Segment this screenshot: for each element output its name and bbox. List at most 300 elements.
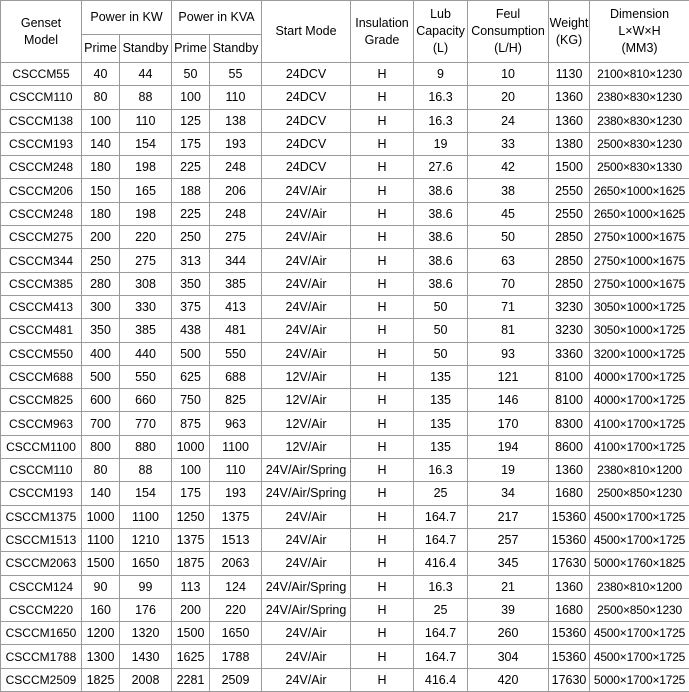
cell-lub-capacity: 38.6: [414, 179, 468, 202]
cell-insulation-grade: H: [351, 249, 414, 272]
cell-kw-prime: 800: [82, 435, 120, 458]
cell-fuel-consumption: 257: [468, 528, 549, 551]
header-start-mode: Start Mode: [262, 1, 351, 63]
cell-lub-capacity: 50: [414, 295, 468, 318]
cell-kw-prime: 200: [82, 226, 120, 249]
cell-fuel-consumption: 70: [468, 272, 549, 295]
cell-insulation-grade: H: [351, 505, 414, 528]
cell-weight: 8600: [549, 435, 590, 458]
cell-start-mode: 24V/Air: [262, 668, 351, 691]
cell-model: CSCCM1650: [1, 622, 82, 645]
cell-kva-standby: 385: [210, 272, 262, 295]
cell-insulation-grade: H: [351, 319, 414, 342]
cell-kva-prime: 500: [172, 342, 210, 365]
cell-kw-standby: 154: [120, 482, 172, 505]
header-power-kva: Power in KVA: [172, 1, 262, 35]
cell-kw-prime: 280: [82, 272, 120, 295]
cell-kva-standby: 481: [210, 319, 262, 342]
cell-kw-prime: 180: [82, 156, 120, 179]
table-body: [1, 63, 689, 692]
cell-lub-capacity: 19: [414, 132, 468, 155]
cell-start-mode: 24V/Air: [262, 295, 351, 318]
cell-dimension: 4000×1700×1725: [590, 389, 689, 412]
cell-lub-capacity: 38.6: [414, 226, 468, 249]
cell-model: CSCCM481: [1, 319, 82, 342]
cell-kva-standby: 110: [210, 86, 262, 109]
cell-weight: 15360: [549, 505, 590, 528]
cell-kw-standby: 770: [120, 412, 172, 435]
cell-insulation-grade: H: [351, 389, 414, 412]
table-row: [1, 365, 689, 388]
cell-kw-standby: 154: [120, 132, 172, 155]
header-power-kw: Power in KW: [82, 1, 172, 35]
header-kw-standby: Standby: [120, 35, 172, 63]
cell-model: CSCCM1513: [1, 528, 82, 551]
cell-weight: 1360: [549, 109, 590, 132]
header-dimension: Dimension L×W×H (MM3): [590, 1, 689, 63]
cell-kw-prime: 140: [82, 482, 120, 505]
cell-weight: 8100: [549, 365, 590, 388]
cell-insulation-grade: H: [351, 482, 414, 505]
cell-fuel-consumption: 71: [468, 295, 549, 318]
cell-dimension: 5000×1760×1825: [590, 552, 689, 575]
cell-weight: 2850: [549, 272, 590, 295]
cell-kw-prime: 600: [82, 389, 120, 412]
cell-weight: 2550: [549, 202, 590, 225]
cell-start-mode: 24V/Air: [262, 249, 351, 272]
cell-lub-capacity: 135: [414, 412, 468, 435]
cell-kw-prime: 250: [82, 249, 120, 272]
cell-kva-standby: 206: [210, 179, 262, 202]
cell-insulation-grade: H: [351, 226, 414, 249]
cell-lub-capacity: 38.6: [414, 202, 468, 225]
cell-kva-standby: 248: [210, 156, 262, 179]
cell-weight: 2550: [549, 179, 590, 202]
cell-dimension: 3050×1000×1725: [590, 295, 689, 318]
cell-start-mode: 24V/Air: [262, 319, 351, 342]
table-row: [1, 505, 689, 528]
cell-start-mode: 24V/Air/Spring: [262, 598, 351, 621]
cell-model: CSCCM110: [1, 86, 82, 109]
cell-kw-standby: 198: [120, 156, 172, 179]
cell-kw-prime: 100: [82, 109, 120, 132]
cell-kva-standby: 1788: [210, 645, 262, 668]
cell-weight: 17630: [549, 552, 590, 575]
cell-kw-standby: 550: [120, 365, 172, 388]
cell-weight: 15360: [549, 622, 590, 645]
header-lub-capacity: Lub Capacity (L): [414, 1, 468, 63]
header-kva-standby: Standby: [210, 35, 262, 63]
cell-lub-capacity: 38.6: [414, 272, 468, 295]
cell-kva-prime: 750: [172, 389, 210, 412]
cell-fuel-consumption: 20: [468, 86, 549, 109]
cell-kva-prime: 250: [172, 226, 210, 249]
cell-dimension: 2750×1000×1675: [590, 226, 689, 249]
table-row: [1, 459, 689, 482]
cell-kva-standby: 193: [210, 132, 262, 155]
cell-fuel-consumption: 39: [468, 598, 549, 621]
cell-start-mode: 24V/Air: [262, 552, 351, 575]
cell-weight: 3360: [549, 342, 590, 365]
cell-fuel-consumption: 33: [468, 132, 549, 155]
cell-kva-prime: 350: [172, 272, 210, 295]
cell-kva-prime: 1875: [172, 552, 210, 575]
table-row: [1, 412, 689, 435]
cell-fuel-consumption: 50: [468, 226, 549, 249]
cell-kva-prime: 100: [172, 459, 210, 482]
cell-weight: 1130: [549, 63, 590, 86]
cell-kw-standby: 44: [120, 63, 172, 86]
cell-insulation-grade: H: [351, 342, 414, 365]
cell-model: CSCCM206: [1, 179, 82, 202]
cell-insulation-grade: H: [351, 435, 414, 458]
cell-model: CSCCM220: [1, 598, 82, 621]
cell-kw-prime: 1200: [82, 622, 120, 645]
cell-kw-prime: 140: [82, 132, 120, 155]
cell-insulation-grade: H: [351, 528, 414, 551]
cell-kva-standby: 55: [210, 63, 262, 86]
cell-start-mode: 24V/Air/Spring: [262, 482, 351, 505]
cell-kva-prime: 188: [172, 179, 210, 202]
cell-lub-capacity: 416.4: [414, 668, 468, 691]
table-row: [1, 132, 689, 155]
table-row: [1, 295, 689, 318]
cell-lub-capacity: 135: [414, 435, 468, 458]
cell-start-mode: 24V/Air: [262, 202, 351, 225]
cell-kva-prime: 175: [172, 132, 210, 155]
cell-kw-standby: 275: [120, 249, 172, 272]
cell-lub-capacity: 16.3: [414, 86, 468, 109]
cell-kva-standby: 1650: [210, 622, 262, 645]
table-row: [1, 249, 689, 272]
header-genset-model: Genset Model: [1, 1, 82, 63]
cell-kva-prime: 1500: [172, 622, 210, 645]
cell-kva-standby: 963: [210, 412, 262, 435]
cell-kw-prime: 500: [82, 365, 120, 388]
cell-kw-prime: 300: [82, 295, 120, 318]
cell-kva-standby: 550: [210, 342, 262, 365]
cell-dimension: 2650×1000×1625: [590, 202, 689, 225]
cell-kva-standby: 110: [210, 459, 262, 482]
cell-weight: 8100: [549, 389, 590, 412]
table-row: [1, 179, 689, 202]
cell-fuel-consumption: 42: [468, 156, 549, 179]
cell-kw-prime: 700: [82, 412, 120, 435]
cell-kva-prime: 113: [172, 575, 210, 598]
cell-kva-standby: 344: [210, 249, 262, 272]
cell-insulation-grade: H: [351, 295, 414, 318]
cell-start-mode: 24DCV: [262, 156, 351, 179]
cell-start-mode: 24DCV: [262, 132, 351, 155]
cell-kw-prime: 1000: [82, 505, 120, 528]
cell-kw-standby: 1100: [120, 505, 172, 528]
cell-kva-standby: 124: [210, 575, 262, 598]
cell-lub-capacity: 135: [414, 365, 468, 388]
cell-lub-capacity: 16.3: [414, 575, 468, 598]
cell-fuel-consumption: 194: [468, 435, 549, 458]
cell-kw-standby: 880: [120, 435, 172, 458]
cell-start-mode: 24V/Air: [262, 505, 351, 528]
cell-kva-prime: 225: [172, 202, 210, 225]
cell-kva-prime: 1625: [172, 645, 210, 668]
table-row: [1, 622, 689, 645]
cell-lub-capacity: 50: [414, 342, 468, 365]
cell-kva-standby: 2063: [210, 552, 262, 575]
cell-fuel-consumption: 19: [468, 459, 549, 482]
cell-fuel-consumption: 345: [468, 552, 549, 575]
table-row: [1, 156, 689, 179]
cell-model: CSCCM413: [1, 295, 82, 318]
cell-model: CSCCM550: [1, 342, 82, 365]
cell-fuel-consumption: 304: [468, 645, 549, 668]
cell-kva-prime: 438: [172, 319, 210, 342]
table-row: [1, 482, 689, 505]
cell-fuel-consumption: 170: [468, 412, 549, 435]
cell-insulation-grade: H: [351, 202, 414, 225]
cell-dimension: 4000×1700×1725: [590, 365, 689, 388]
cell-weight: 2850: [549, 249, 590, 272]
cell-weight: 1360: [549, 459, 590, 482]
cell-start-mode: 24V/Air: [262, 272, 351, 295]
cell-lub-capacity: 16.3: [414, 459, 468, 482]
cell-fuel-consumption: 146: [468, 389, 549, 412]
cell-kw-standby: 385: [120, 319, 172, 342]
cell-kw-standby: 330: [120, 295, 172, 318]
cell-insulation-grade: H: [351, 272, 414, 295]
cell-kw-standby: 99: [120, 575, 172, 598]
cell-kw-standby: 1320: [120, 622, 172, 645]
cell-insulation-grade: H: [351, 156, 414, 179]
cell-lub-capacity: 416.4: [414, 552, 468, 575]
cell-lub-capacity: 164.7: [414, 528, 468, 551]
cell-dimension: 2500×850×1230: [590, 598, 689, 621]
cell-dimension: 4500×1700×1725: [590, 528, 689, 551]
cell-start-mode: 24DCV: [262, 109, 351, 132]
cell-dimension: 4500×1700×1725: [590, 645, 689, 668]
cell-fuel-consumption: 217: [468, 505, 549, 528]
cell-dimension: 2100×810×1230: [590, 63, 689, 86]
cell-insulation-grade: H: [351, 109, 414, 132]
cell-kw-standby: 660: [120, 389, 172, 412]
cell-insulation-grade: H: [351, 412, 414, 435]
cell-kva-standby: 413: [210, 295, 262, 318]
cell-kw-standby: 308: [120, 272, 172, 295]
table-row: [1, 202, 689, 225]
cell-model: CSCCM138: [1, 109, 82, 132]
cell-model: CSCCM193: [1, 132, 82, 155]
cell-dimension: 2380×810×1200: [590, 575, 689, 598]
cell-kva-standby: 248: [210, 202, 262, 225]
cell-dimension: 3200×1000×1725: [590, 342, 689, 365]
cell-start-mode: 24V/Air/Spring: [262, 575, 351, 598]
header-weight: Weight (KG): [549, 1, 590, 63]
cell-kw-prime: 40: [82, 63, 120, 86]
table-row: [1, 389, 689, 412]
table-row: [1, 645, 689, 668]
cell-lub-capacity: 9: [414, 63, 468, 86]
cell-kva-prime: 225: [172, 156, 210, 179]
cell-kw-standby: 440: [120, 342, 172, 365]
cell-kw-standby: 165: [120, 179, 172, 202]
cell-dimension: 2500×830×1230: [590, 132, 689, 155]
cell-kw-prime: 350: [82, 319, 120, 342]
cell-kw-standby: 110: [120, 109, 172, 132]
cell-model: CSCCM1375: [1, 505, 82, 528]
cell-insulation-grade: H: [351, 575, 414, 598]
cell-fuel-consumption: 93: [468, 342, 549, 365]
cell-dimension: 3050×1000×1725: [590, 319, 689, 342]
cell-weight: 1360: [549, 575, 590, 598]
cell-model: CSCCM688: [1, 365, 82, 388]
cell-kw-prime: 1825: [82, 668, 120, 691]
cell-kva-prime: 1375: [172, 528, 210, 551]
cell-kva-standby: 275: [210, 226, 262, 249]
cell-kva-standby: 825: [210, 389, 262, 412]
cell-model: CSCCM275: [1, 226, 82, 249]
cell-kva-prime: 2281: [172, 668, 210, 691]
table-row: [1, 319, 689, 342]
cell-dimension: 2750×1000×1675: [590, 249, 689, 272]
cell-kw-prime: 80: [82, 86, 120, 109]
cell-fuel-consumption: 121: [468, 365, 549, 388]
table-row: [1, 109, 689, 132]
cell-kva-standby: 1513: [210, 528, 262, 551]
cell-insulation-grade: H: [351, 622, 414, 645]
cell-kva-prime: 875: [172, 412, 210, 435]
header-kva-prime: Prime: [172, 35, 210, 63]
cell-kva-standby: 193: [210, 482, 262, 505]
cell-kw-standby: 198: [120, 202, 172, 225]
cell-kw-prime: 1500: [82, 552, 120, 575]
cell-kva-prime: 375: [172, 295, 210, 318]
cell-model: CSCCM248: [1, 156, 82, 179]
cell-lub-capacity: 164.7: [414, 622, 468, 645]
cell-kw-standby: 220: [120, 226, 172, 249]
cell-lub-capacity: 135: [414, 389, 468, 412]
header-kw-prime: Prime: [82, 35, 120, 63]
cell-start-mode: 24DCV: [262, 63, 351, 86]
cell-insulation-grade: H: [351, 132, 414, 155]
cell-dimension: 2380×830×1230: [590, 86, 689, 109]
cell-insulation-grade: H: [351, 668, 414, 691]
table-row: [1, 63, 689, 86]
cell-kw-standby: 88: [120, 459, 172, 482]
cell-lub-capacity: 164.7: [414, 645, 468, 668]
cell-kw-standby: 2008: [120, 668, 172, 691]
cell-weight: 3230: [549, 295, 590, 318]
cell-model: CSCCM344: [1, 249, 82, 272]
cell-insulation-grade: H: [351, 86, 414, 109]
cell-model: CSCCM963: [1, 412, 82, 435]
cell-kw-prime: 400: [82, 342, 120, 365]
cell-kw-prime: 90: [82, 575, 120, 598]
cell-kva-standby: 1375: [210, 505, 262, 528]
cell-kw-prime: 80: [82, 459, 120, 482]
cell-fuel-consumption: 81: [468, 319, 549, 342]
cell-fuel-consumption: 10: [468, 63, 549, 86]
cell-model: CSCCM2509: [1, 668, 82, 691]
cell-weight: 17630: [549, 668, 590, 691]
cell-start-mode: 24V/Air: [262, 645, 351, 668]
cell-fuel-consumption: 63: [468, 249, 549, 272]
cell-kva-standby: 1100: [210, 435, 262, 458]
cell-model: CSCCM124: [1, 575, 82, 598]
cell-kw-standby: 1650: [120, 552, 172, 575]
cell-insulation-grade: H: [351, 645, 414, 668]
cell-dimension: 4100×1700×1725: [590, 435, 689, 458]
header-fuel-consumption: Feul Consumption (L/H): [468, 1, 549, 63]
cell-kva-prime: 50: [172, 63, 210, 86]
cell-weight: 1500: [549, 156, 590, 179]
cell-fuel-consumption: 260: [468, 622, 549, 645]
cell-model: CSCCM825: [1, 389, 82, 412]
cell-start-mode: 12V/Air: [262, 389, 351, 412]
cell-start-mode: 24V/Air: [262, 226, 351, 249]
cell-weight: 1680: [549, 482, 590, 505]
table-row: [1, 272, 689, 295]
cell-lub-capacity: 164.7: [414, 505, 468, 528]
cell-kva-standby: 2509: [210, 668, 262, 691]
cell-weight: 15360: [549, 645, 590, 668]
cell-start-mode: 24V/Air/Spring: [262, 459, 351, 482]
cell-model: CSCCM1788: [1, 645, 82, 668]
cell-fuel-consumption: 420: [468, 668, 549, 691]
header-insulation-grade: Insulation Grade: [351, 1, 414, 63]
cell-weight: 1680: [549, 598, 590, 621]
table-row: [1, 86, 689, 109]
cell-dimension: 4500×1700×1725: [590, 505, 689, 528]
cell-start-mode: 12V/Air: [262, 435, 351, 458]
cell-fuel-consumption: 38: [468, 179, 549, 202]
cell-dimension: 4100×1700×1725: [590, 412, 689, 435]
cell-dimension: 2500×830×1330: [590, 156, 689, 179]
cell-weight: 8300: [549, 412, 590, 435]
cell-insulation-grade: H: [351, 459, 414, 482]
cell-model: CSCCM2063: [1, 552, 82, 575]
cell-insulation-grade: H: [351, 365, 414, 388]
cell-model: CSCCM248: [1, 202, 82, 225]
cell-kva-standby: 138: [210, 109, 262, 132]
table-row: [1, 668, 689, 691]
cell-insulation-grade: H: [351, 598, 414, 621]
cell-kva-prime: 100: [172, 86, 210, 109]
cell-kw-standby: 88: [120, 86, 172, 109]
cell-kva-prime: 200: [172, 598, 210, 621]
cell-weight: 1380: [549, 132, 590, 155]
cell-dimension: 2380×810×1200: [590, 459, 689, 482]
cell-lub-capacity: 50: [414, 319, 468, 342]
cell-model: CSCCM55: [1, 63, 82, 86]
table-row: [1, 342, 689, 365]
cell-kva-prime: 625: [172, 365, 210, 388]
cell-kva-prime: 1250: [172, 505, 210, 528]
cell-kw-standby: 176: [120, 598, 172, 621]
cell-weight: 2850: [549, 226, 590, 249]
cell-kw-standby: 1430: [120, 645, 172, 668]
cell-model: CSCCM385: [1, 272, 82, 295]
cell-start-mode: 24V/Air: [262, 622, 351, 645]
cell-kva-prime: 125: [172, 109, 210, 132]
cell-fuel-consumption: 45: [468, 202, 549, 225]
table-row: [1, 552, 689, 575]
cell-lub-capacity: 27.6: [414, 156, 468, 179]
cell-start-mode: 12V/Air: [262, 365, 351, 388]
cell-kva-standby: 220: [210, 598, 262, 621]
cell-kva-prime: 1000: [172, 435, 210, 458]
cell-start-mode: 24V/Air: [262, 342, 351, 365]
cell-kw-prime: 160: [82, 598, 120, 621]
cell-lub-capacity: 25: [414, 598, 468, 621]
